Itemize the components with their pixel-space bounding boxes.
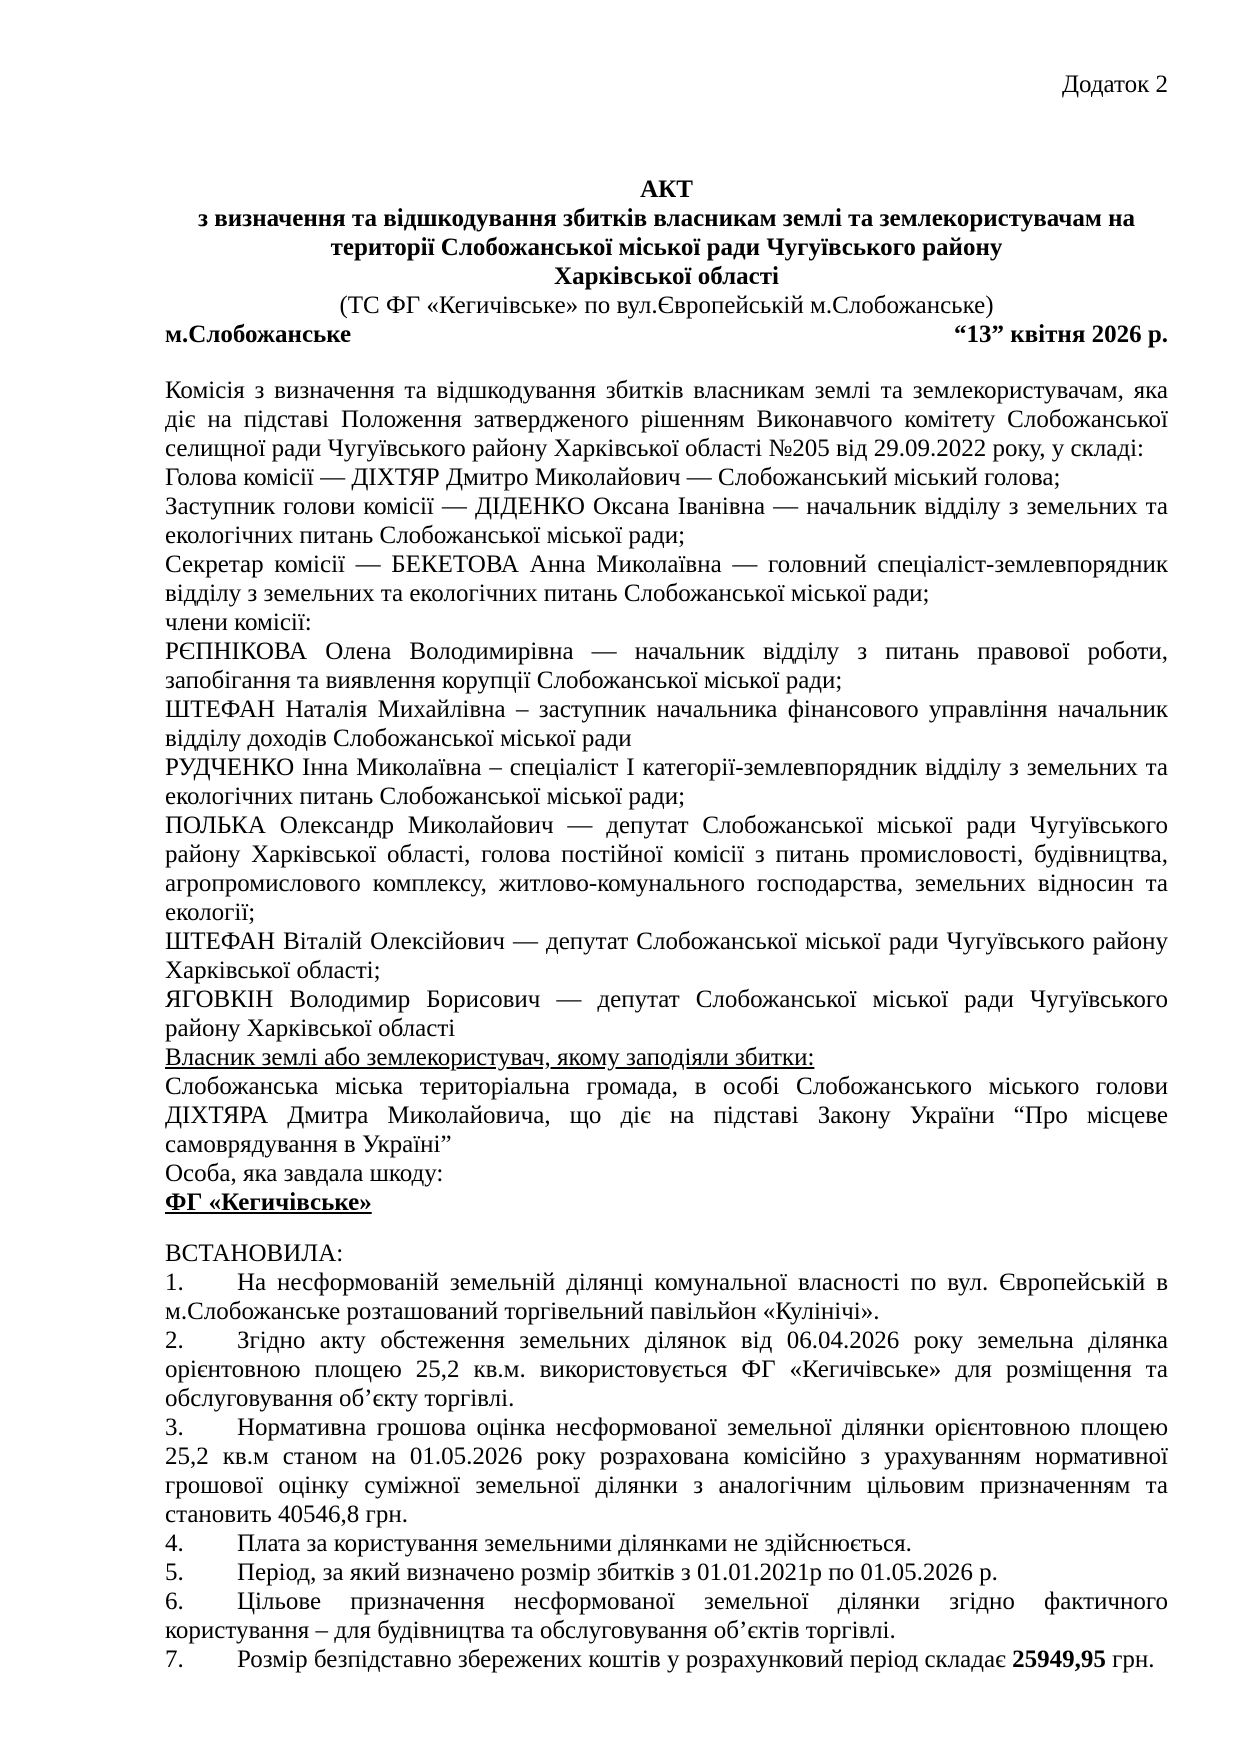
- paragraph: [165, 927, 1168, 985]
- resolution-heading: ВСТАНОВИЛА:: [165, 1240, 344, 1267]
- text-run: ПОЛЬКА Олександр Миколайович — депутат Слобожанської міської ради Чугуївського району Харківської області, голова постійної комісії з питань промисловості, будівництва, агропромислового комплексу, житлово-комунального господарства, земельних відносин та екології;: [165, 812, 1168, 926]
- text-run: На несформованій земельній ділянці комунальної власності по вул. Європейській в м.Слобожанське розташований торгівельний павільйон «Кулінічі».: [165, 1269, 1168, 1325]
- document-title: [165, 175, 1168, 291]
- numbered-item: [165, 1645, 1168, 1674]
- paragraph: [165, 1159, 1168, 1188]
- text-run: Секретар комісії — БЕКЕТОВА Анна Миколаївна — головний спеціаліст-землевпорядник відділу з земельних та екологічних питань Слобожанської міської ради;: [165, 551, 1168, 607]
- place-label: м.Слобожанське: [165, 321, 352, 348]
- text-run: Розмір безпідставно збережених коштів у розрахунковий період складає: [237, 1646, 1013, 1673]
- text-run: РЄПНІКОВА Олена Володимирівна — начальник відділу з питань правової роботи, запобігання та виявлення корупції Слобожанської міської ради;: [165, 638, 1168, 694]
- document-body: [165, 376, 1168, 1217]
- title-line: Харківської області: [554, 263, 779, 290]
- paragraph: [165, 376, 1168, 463]
- item-number: 7.: [165, 1646, 184, 1673]
- text-run: Період, за який визначено розмір збитків з 01.01.2021р по 01.05.2026 р.: [237, 1559, 998, 1586]
- numbered-item: [165, 1558, 1168, 1587]
- numbered-item: [165, 1326, 1168, 1413]
- place-date-row: [165, 320, 1168, 349]
- resolution-items: [165, 1268, 1168, 1674]
- text-run: Особа, яка завдала шкоду:: [165, 1160, 444, 1187]
- text-run: Згідно акту обстеження земельних ділянок від 06.04.2026 року земельна ділянка орієнтовною площею 25,2 кв.м. використовується ФГ «Кегичівське» для розміщення та обслуговування об’єкту торгівлі.: [165, 1327, 1168, 1412]
- item-number: 5.: [165, 1559, 184, 1586]
- text-run: ФГ «Кегичівське»: [165, 1189, 372, 1216]
- paragraph: [165, 1072, 1168, 1159]
- paragraph: [165, 1188, 1168, 1217]
- text-run: грн.: [1105, 1646, 1155, 1673]
- resolution-section: [165, 1239, 1168, 1674]
- date-label: “13” квітня 2026 р.: [954, 321, 1168, 348]
- item-number: 3.: [165, 1414, 184, 1441]
- item-number: 2.: [165, 1327, 184, 1354]
- text-run: Власник землі або землекористувач, якому заподіяли збитки:: [165, 1044, 815, 1071]
- paragraph: [165, 811, 1168, 927]
- numbered-item: [165, 1413, 1168, 1529]
- text-run: ШТЕФАН Наталія Михайлівна – заступник начальника фінансового управління начальник відділу доходів Слобожанської міської ради: [165, 696, 1168, 752]
- text-run: Заступник голови комісії — ДІДЕНКО Оксана Іванівна — начальник відділу з земельних та екологічних питань Слобожанської міської ради;: [165, 493, 1168, 549]
- item-number: 1.: [165, 1269, 184, 1296]
- paragraph: [165, 463, 1168, 492]
- text-run: Голова комісії — ДІХТЯР Дмитро Миколайович — Слобожанський міський голова;: [165, 464, 1061, 491]
- paragraph: [165, 695, 1168, 753]
- paragraph: [165, 550, 1168, 608]
- item-number: 6.: [165, 1588, 184, 1615]
- paragraph: [165, 492, 1168, 550]
- numbered-item: [165, 1529, 1168, 1558]
- text-run: Цільове призначення несформованої земельної ділянки згідно фактичного користування – для будівництва та обслуговування об’єктів торгівлі.: [165, 1588, 1168, 1644]
- numbered-item: [165, 1587, 1168, 1645]
- text-run: ШТЕФАН Віталій Олексійович — депутат Слобожанської міської ради Чугуївського району Харківської області;: [165, 928, 1168, 984]
- text-run: ЯГОВКІН Володимир Борисович — депутат Слобожанської міської ради Чугуївського району Харківської області: [165, 986, 1168, 1042]
- text-run: Плата за користування земельними ділянками не здійснюється.: [237, 1530, 912, 1557]
- document-subtitle: (ТС ФГ «Кегичівське» по вул.Європейській м.Слобожанське): [339, 292, 994, 319]
- text-run: Нормативна грошова оцінка несформованої земельної ділянки орієнтовною площею 25,2 кв.м станом на 01.05.2026 року розрахована комісійно з урахуванням нормативної грошової оцінку суміжної земельної ділянки з аналогічним цільовим призначенням та становить 40546,8 грн.: [165, 1414, 1168, 1528]
- paragraph: [165, 1043, 1168, 1072]
- paragraph: [165, 608, 1168, 637]
- title-line: АКТ: [640, 176, 693, 203]
- text-run: 25949,95: [1012, 1646, 1106, 1673]
- numbered-item: [165, 1268, 1168, 1326]
- text-run: члени комісії:: [165, 609, 312, 636]
- item-number: 4.: [165, 1530, 184, 1557]
- text-run: Комісія з визначення та відшкодування збитків власникам землі та землекористувачам, яка діє на підставі Положення затвердженого рішенням Виконавчого комітету Слобожанської селищної ради Чугуївського району Харківської області №205 від 29.09.2022 року, у складі:: [165, 377, 1168, 462]
- title-line: території Слобожанської міської ради Чугуївського району: [330, 234, 1003, 261]
- paragraph: [165, 753, 1168, 811]
- paragraph: [165, 985, 1168, 1043]
- annex-label: Додаток 2: [1062, 71, 1168, 98]
- paragraph: [165, 637, 1168, 695]
- text-run: РУДЧЕНКО Інна Миколаївна – спеціаліст І категорії-землевпорядник відділу з земельних та екологічних питань Слобожанської міської ради;: [165, 754, 1168, 810]
- title-line: з визначення та відшкодування збитків власникам землі та землекористувачам на: [197, 205, 1136, 232]
- text-run: Слобожанська міська територіальна громада, в особі Слобожанського міського голови ДІХТЯРА Дмитра Миколайовича, що діє на підставі Закону України “Про місцеве самоврядування в Україні”: [165, 1073, 1168, 1158]
